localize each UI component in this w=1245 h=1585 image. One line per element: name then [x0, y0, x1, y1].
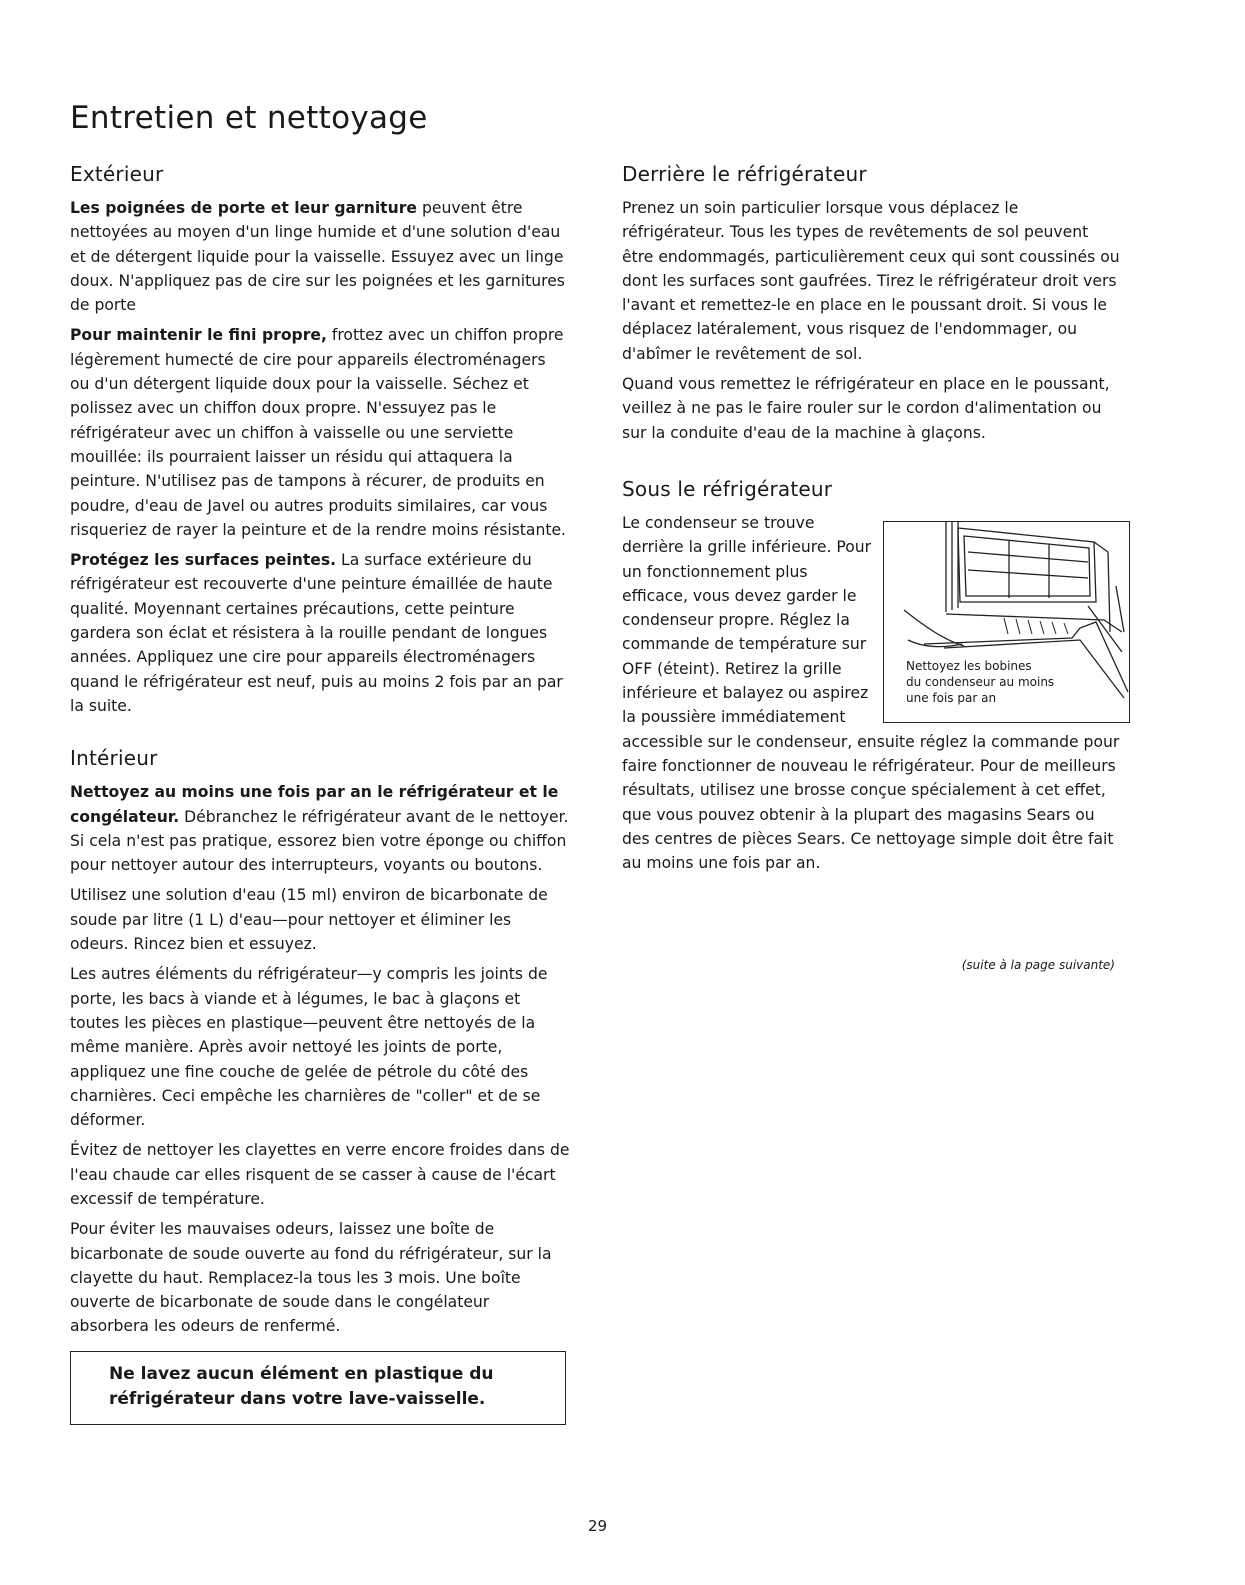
- paragraph-moving-fridge: Prenez un soin particulier lorsque vous déplacez le réfrigérateur. Tous les types de revêtements de sol peuvent être endommagés, particulièrement ceux qui sont coussinés ou dont les surfaces sont gaufrées. Tirez le réfrigérateur droit vers l'avant et remettez-le en place en le poussant droit. Si vous le déplacez latéralement, vous risquez de l'endommager, ou d'abîmer le revêtement de sol.: [622, 199, 1120, 363]
- paragraph-door-handles: [70, 196, 570, 317]
- heading-exterieur: Extérieur: [70, 162, 164, 186]
- paragraph-text: Débranchez le réfrigérateur avant de le nettoyer. Si cela n'est pas pratique, essorez bien votre éponge ou chiffon pour nettoyer autour des interrupteurs, voyants ou boutons.: [70, 807, 569, 875]
- paragraph-text: frottez avec un chiffon propre légèrement humecté de cire pour appareils électroménagers ou d'un détergent liquide doux pour la vaisselle. Séchez et polissez avec un chiffon doux propre. N'essuyez pas le réfrigérateur avec un chiffon à vaisselle ou une serviette mouillée: ils pourraient laisser un résidu qui attaquera la peinture. N'utilisez pas de tampons à récurer, de produits en poudre, d'eau de Javel ou autres produits similaires, car vous risqueriez de rayer la peinture et de la rendre moins résistante.: [70, 326, 567, 539]
- section-derriere: [622, 162, 1122, 445]
- section-interieur: [70, 746, 570, 1425]
- paragraph-text: La surface extérieure du réfrigérateur est recouverte d'une peinture émaillée de haute qualité. Moyennant certaines précautions, cette peinture gardera son éclat et résistera à la rouille pendant de longues années. Appliquez une cire pour appareils électroménagers quand le réfrigérateur est neuf, puis au moins 2 fois par an par la suite.: [70, 551, 563, 715]
- figure-caption: [906, 658, 1054, 706]
- paragraph-text: Le condenseur se trouve derrière la grille inférieure. Pour un fonctionnement plus efficace, vous devez garder le condenseur propre. Réglez la commande de température sur OFF (éteint). Retirez la grille inférieure et balayez ou aspirez la poussière immédiatement accessible sur le condenseur, ensuite réglez la commande pour faire fonctionner de nouveau le réfrigérateur. Pour de meilleurs résultats, utilisez une brosse conçue spécialement à cet effet, que vous pouvez obtenir à la plupart des magasins Sears ou des centres de pièces Sears. Ce nettoyage simple doit être fait au moins une fois par an.: [622, 513, 1120, 873]
- caption-line: une fois par an: [906, 690, 997, 705]
- page-number: 29: [588, 1517, 608, 1535]
- heading-sous: Sous le réfrigérateur: [622, 476, 833, 501]
- bold-lead: Pour maintenir le fini propre,: [70, 326, 327, 345]
- caption-line: du condenseur au moins: [906, 674, 1055, 689]
- paragraph-painted-surfaces: [70, 548, 570, 718]
- section-sous: [622, 477, 1122, 875]
- heading-interieur: Intérieur: [70, 746, 158, 771]
- paragraph-text: peuvent être nettoyées au moyen d'un linge humide et d'une solution d'eau et de détergent liquide pour la vaisselle. Essuyez avec un linge doux. N'appliquez pas de cire sur les poignées et les garnitures de porte: [70, 199, 565, 315]
- paragraph-other-parts: Les autres éléments du réfrigérateur—y compris les joints de porte, les bacs à viande et à légumes, le bac à glaçons et toutes les pièces en plastique—peuvent être nettoyés de la même manière. Après avoir nettoyé les joints de porte, appliquez une fine couche de gelée de pétrole du côté des charnières. Ceci empêche les charnières de "coller" et de se déformer.: [70, 965, 548, 1130]
- paragraph-glass-shelves: Évitez de nettoyer les clayettes en verre encore froides dans de l'eau chaude car elles risquent de se casser à cause de l'écart excessif de température.: [70, 1141, 570, 1208]
- paragraph-pushing-back: Quand vous remettez le réfrigérateur en place en le poussant, veillez à ne pas le faire rouler sur le cordon d'alimentation ou sur la conduite d'eau de la machine à glaçons.: [622, 375, 1110, 442]
- condenser-figure: [883, 521, 1130, 723]
- paragraph-finish: [70, 323, 570, 542]
- paragraph-yearly-cleaning: [70, 780, 570, 877]
- bold-lead: Les poignées de porte et leur garniture: [70, 199, 418, 217]
- right-column: [622, 162, 1122, 881]
- paragraph-odors: Pour éviter les mauvaises odeurs, laissez une boîte de bicarbonate de soude ouverte au fond du réfrigérateur, sur la clayette du haut. Remplacez-la tous les 3 mois. Une boîte ouverte de bicarbonate de soude dans le congélateur absorbera les odeurs de renfermé.: [70, 1220, 552, 1336]
- paragraph-condenser: [622, 511, 1122, 875]
- section-exterieur: [70, 162, 570, 718]
- left-column: [70, 162, 570, 1425]
- warning-line: Ne lavez aucun élément en plastique du: [109, 1363, 494, 1384]
- heading-derriere: Derrière le réfrigérateur: [622, 162, 867, 186]
- continued-note: (suite à la page suivante): [961, 958, 1115, 972]
- caption-line: Nettoyez les bobines: [906, 658, 1032, 673]
- page-title: Entretien et nettoyage: [70, 100, 428, 136]
- bold-lead: Protégez les surfaces peintes.: [70, 551, 337, 570]
- paragraph-baking-soda-solution: Utilisez une solution d'eau (15 ml) environ de bicarbonate de soude par litre (1 L) d'eau—pour nettoyer et éliminer les odeurs. Rincez bien et essuyez.: [70, 886, 548, 954]
- warning-box: [70, 1351, 566, 1425]
- bold-lead: Nettoyez au moins une fois par an le réfrigérateur et le congélateur.: [70, 783, 559, 826]
- warning-line: réfrigérateur dans votre lave-vaisselle.: [109, 1388, 486, 1409]
